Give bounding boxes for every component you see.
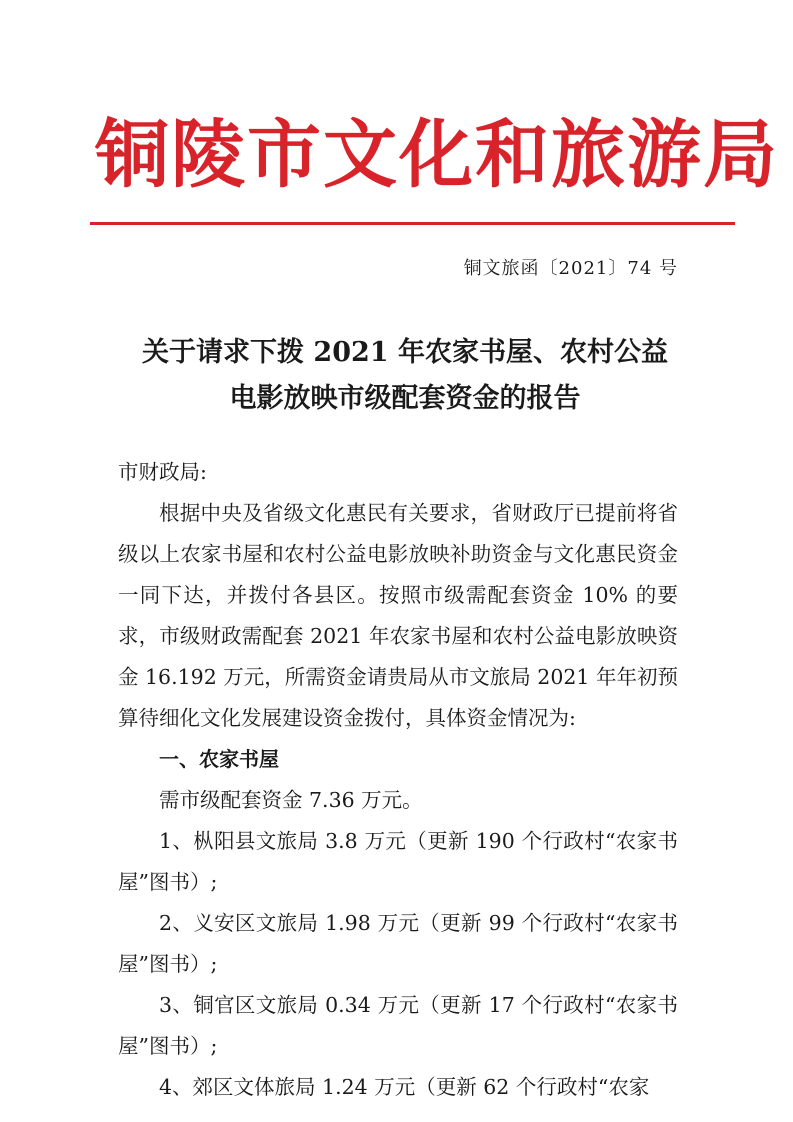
- letterhead-red-rule: [90, 222, 735, 225]
- salutation: 市财政局:: [118, 460, 207, 484]
- section-heading: 一、农家书屋: [159, 747, 279, 771]
- document-number: 铜文旅函〔2021〕74 号: [463, 258, 678, 279]
- title-line-2: 电影放映市级配套资金的报告: [229, 383, 581, 414]
- list-item: 4、郊区文体旅局 1.24 万元（更新 62 个行政村“农家: [159, 1075, 650, 1099]
- document-title: [95, 330, 715, 422]
- list-item: 1、枞阳县文旅局 3.8 万元（更新 190 个行政村“农家书屋”图书）;: [118, 829, 678, 894]
- list-item: 3、铜官区文旅局 0.34 万元（更新 17 个行政村“农家书屋”图书）;: [118, 993, 678, 1058]
- document-body: [118, 452, 678, 1108]
- title-line-1: 关于请求下拨 2021 年农家书屋、农村公益: [142, 337, 668, 368]
- organization-letterhead: 铜陵市文化和旅游局: [95, 112, 779, 198]
- body-paragraph: 根据中央及省级文化惠民有关要求，省财政厅已提前将省级以上农家书屋和农村公益电影放映补助资金与文化惠民资金一同下达，并拨付各县区。按照市级需配套资金 10% 的要求，市级财政需配套 2021 年农家书屋和农村公益电影放映资金 16.192 万元，所需资金请贵局从市文旅局 2021 年年初预算待细化文化发展建设资金拨付，具体资金情况为:: [118, 501, 678, 730]
- section-summary: 需市级配套资金 7.36 万元。: [159, 788, 423, 812]
- list-item: 2、义安区文旅局 1.98 万元（更新 99 个行政村“农家书屋”图书）;: [118, 911, 678, 976]
